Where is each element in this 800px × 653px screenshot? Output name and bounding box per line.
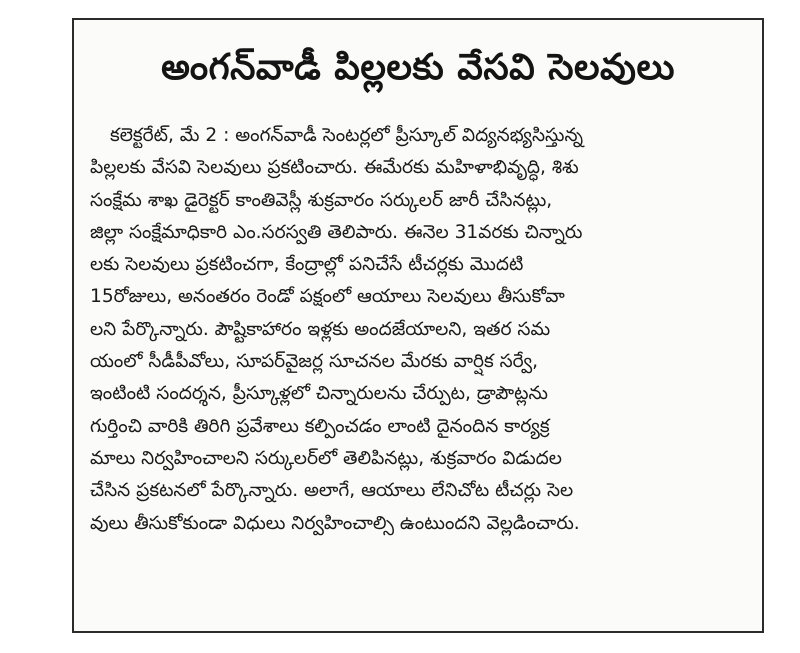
article-body: [90, 120, 750, 540]
article-line: వులు తీసుకోకుండా విధులు నిర్వహించాల్సి ఉంటుందని వెల్లడించారు.: [90, 512, 580, 534]
article-line: పిల్లలకు వేసవి సెలవులు ప్రకటించారు. ఈమేరకు మహిళాభివృద్ధి, శిశు: [90, 157, 579, 179]
article-line: గుర్తించి వారికి తిరిగి ప్రవేశాలు కల్పించడం లాంటి దైనందిన కార్యక్ర: [90, 415, 550, 437]
article-line: చేసిన ప్రకటనలో పేర్కొన్నారు. అలాగే, ఆయాలు లేనిచోట టీచర్లు సెల: [90, 480, 574, 502]
article-line: ఇంటింటి సందర్శన, ప్రీస్కూళ్లలో చిన్నారులను చేర్పుట, డ్రాపౌట్లను: [90, 383, 548, 405]
article-line: జిల్లా సంక్షేమాధికారి ఎం.సరస్వతి తెలిపారు. ఈనెల 31వరకు చిన్నారు: [90, 221, 583, 243]
article-line: సంక్షేమ శాఖ డైరెక్టర్ కాంతివెస్లీ శుక్రవారం సర్కులర్ జారీ చేసినట్లు,: [90, 189, 553, 211]
article-line: లకు సెలవులు ప్రకటించగా, కేంద్రాల్లో పనిచేసే టీచర్లకు మొదటి: [90, 254, 524, 276]
article-line: 15రోజులు, అనంతరం రెండో పక్షంలో ఆయాలు సెలవులు తీసుకోవా: [90, 286, 565, 308]
newspaper-clipping: [72, 18, 764, 633]
headline: అంగన్‌వాడీ పిల్లలకు వేసవి సెలవులు: [161, 47, 675, 88]
article-line: యంలో సీడీపీవోలు, సూపర్‌వైజర్ల సూచనల మేరకు వార్షిక సర్వే,: [90, 351, 539, 373]
article-line: కలెక్టరేట్, మే 2 : అంగన్‌వాడీ సెంటర్లలో ప్రీస్కూల్ విద్యనభ్యసిస్తున్న: [110, 125, 584, 146]
article-line: లని పేర్కొన్నారు. పౌష్టికాహారం ఇళ్లకు అందజేయాలని, ఇతర సమ: [90, 318, 551, 340]
article-line: మాలు నిర్వహించాలని సర్కులర్‌లో తెలిపినట్లు, శుక్రవారం విడుదల: [90, 447, 562, 469]
